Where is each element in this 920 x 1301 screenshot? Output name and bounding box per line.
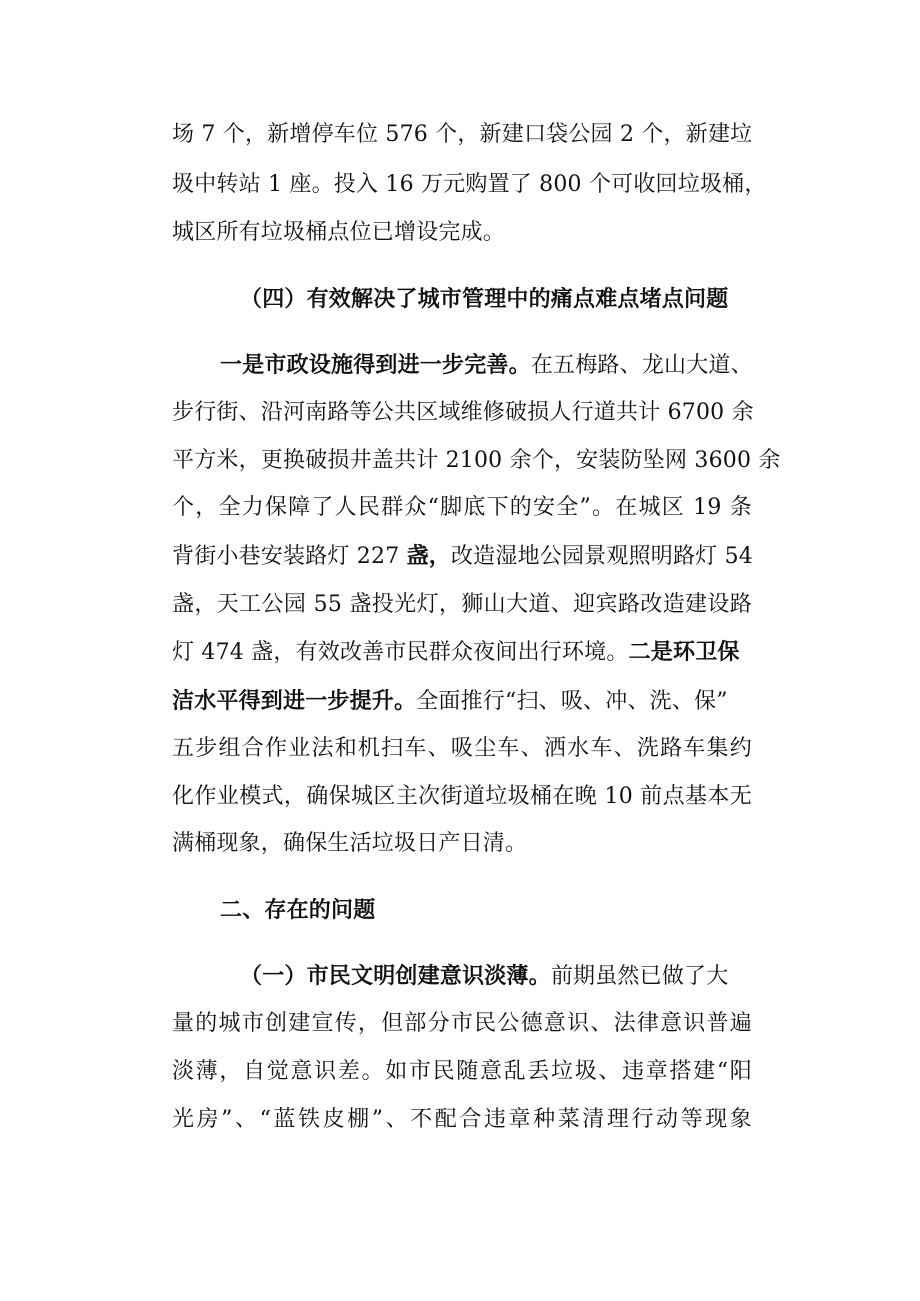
paragraph-2-line-7-part-1: 灯 474 盏，有效改善市民群众夜间出行环境。 [172,640,629,665]
paragraph-2-line-11: 满桶现象，确保生活垃圾日产日清。 [172,831,528,856]
section-2-heading: 二、存在的问题 [220,897,376,923]
paragraph-2-line-2: 步行街、沿河南路等公共区域维修破损人行道共计 6700 余 [172,400,754,425]
section-4-heading: （四）有效解决了城市管理中的痛点难点堵点问题 [240,286,729,312]
lead-phrase-1: 一是市政设施得到进一步完善。 [220,352,531,378]
paragraph-2-line-8 [172,686,752,717]
lead-phrase-2-end: 洁水平得到进一步提升。 [172,688,417,714]
paragraph-2-line-4: 个，全力保障了人民群众“脚底下的安全”。在城区 19 条 [172,495,752,520]
paragraph-2-line-7 [172,637,752,668]
paragraph-2-line-8-rest: 全面推行“扫、吸、冲、洗、保” [416,689,728,714]
paragraph-2-line-5-part-1: 背街小巷安装路灯 227 [172,544,407,569]
paragraph-2-line-6: 盏，天工公园 55 盏投光灯，狮山大道、迎宾路改造建设路 [172,592,752,617]
paragraph-2-line-10: 化作业模式，确保城区主次街道垃圾桶在晚 10 前点基本无 [172,784,752,809]
paragraph-2-line-5-rest: 改造湿地公园景观照明路灯 54 [450,544,753,569]
paragraph-2-line-1 [220,350,752,381]
paragraph-2-line-5-bold: 盏， [406,543,451,569]
paragraph-2-line-5 [172,541,752,572]
paragraph-2-line-9: 五步组合作业法和机扫车、吸尘车、洒水车、洗路车集约 [172,736,752,761]
paragraph-3-line-3: 淡薄，自觉意识差。如市民随意乱丢垃圾、违章搭建“阳 [172,1059,752,1084]
paragraph-2-line-3: 平方米，更换破损井盖共计 2100 余个，安装防坠网 3600 余 [172,448,781,473]
paragraph-1-line-3: 城区所有垃圾桶点位已增设完成。 [172,220,506,245]
lead-phrase-2-start: 二是环卫保 [628,639,740,665]
paragraph-3-line-1 [240,961,752,992]
paragraph-3-line-2: 量的城市创建宣传，但部分市民公德意识、法律意识普遍 [172,1011,752,1036]
paragraph-1-line-2: 圾中转站 1 座。投入 16 万元购置了 800 个可收回垃圾桶， [172,172,767,197]
paragraph-3-line-1-rest: 前期虽然已做了大 [550,964,729,989]
paragraph-3-line-4: 光房”、“蓝铁皮棚”、不配合违章种菜清理行动等现象 [172,1107,752,1132]
paragraph-1-line-1: 场 7 个，新增停车位 576 个，新建口袋公园 2 个，新建垃 [172,122,753,147]
subsection-1-heading: （一）市民文明创建意识淡薄。 [240,963,551,989]
paragraph-2-line-1-rest: 在五梅路、龙山大道、 [530,353,753,378]
